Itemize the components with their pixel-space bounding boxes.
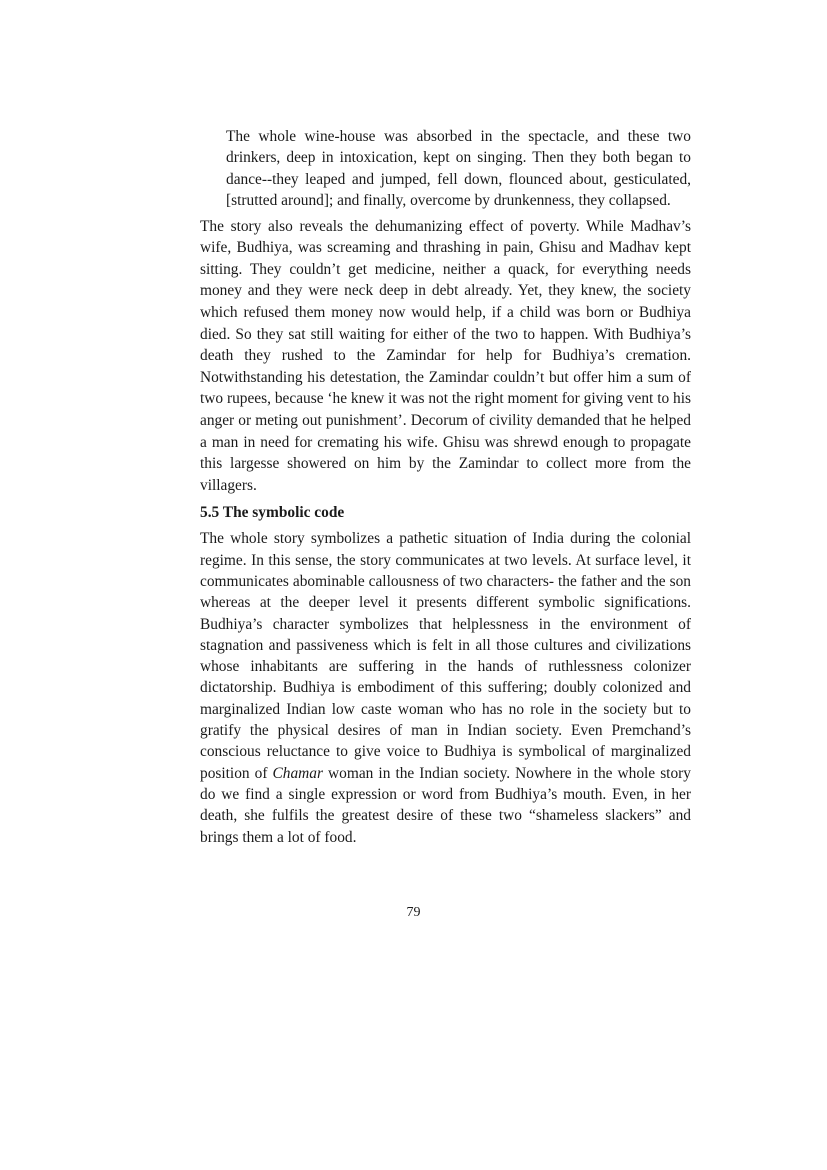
italic-term: Chamar [272, 764, 323, 782]
section-heading: 5.5 The symbolic code [200, 504, 345, 522]
block-quote: The whole wine-house was absorbed in the spectacle, and these two drinkers, deep in intoxication, kept on singing. Then they both began to dance--they leaped and jumped, fell down, flounced about, gesticulated, [strutted around]; and finally, overcome by drunkenness, they collapsed. [226, 128, 691, 210]
paragraph-symbolic-part2: woman in the Indian society. Nowhere in the whole story do we find a single expression or word from Budhiya’s mouth. Even, in her death, she fulfils the greatest desire of these two “shameless slackers” and brings them a lot of food. [200, 764, 691, 846]
paragraph-symbolic-part1: The whole story symbolizes a pathetic situation of India during the colonial regime. In this sense, the story communicates at two levels. At surface level, it communicates abominable callousness of two characters- the father and the son whereas at the deeper level it presents different symbolic significations. Budhiya’s character symbolizes that helplessness in the environment of stagnation and passiveness which is felt in all those cultures and civilizations whose inhabitants are suffering in the hands of ruthlessness colonizer dictatorship. Budhiya is embodiment of this suffering; doubly colonized and marginalized Indian low caste woman who has no role in the society but to gratify the physical desires of man in Indian society. Even Premchand’s conscious reluctance to give voice to Budhiya is symbolical of marginalized position of [200, 530, 691, 782]
page-number-container [0, 905, 827, 921]
page-number: 79 [406, 905, 421, 920]
paragraph-symbolic [200, 528, 691, 847]
paragraph-poverty: The story also reveals the dehumanizing effect of poverty. While Madhav’s wife, Budhiya, was screaming and thrashing in pain, Ghisu and Madhav kept sitting. They couldn’t get medicine, neither a quack, for everything needs money and they were neck deep in debt already. Yet, they knew, the society which refused them money now would help, if a child was born or Budhiya died. So they sat still waiting for either of the two to happen. With Budhiya’s death they rushed to the Zamindar for help for Budhiya’s cremation. Notwithstanding his detestation, the Zamindar couldn’t but offer him a sum of two rupees, because ‘he knew it was not the right moment for giving vent to his anger or meting out punishment’. Decorum of civility demanded that he helped a man in need for cremating his wife. Ghisu was shrewd enough to propagate this largesse showered on him by the Zamindar to collect more from the villagers. [200, 217, 691, 494]
page-body [200, 126, 691, 848]
